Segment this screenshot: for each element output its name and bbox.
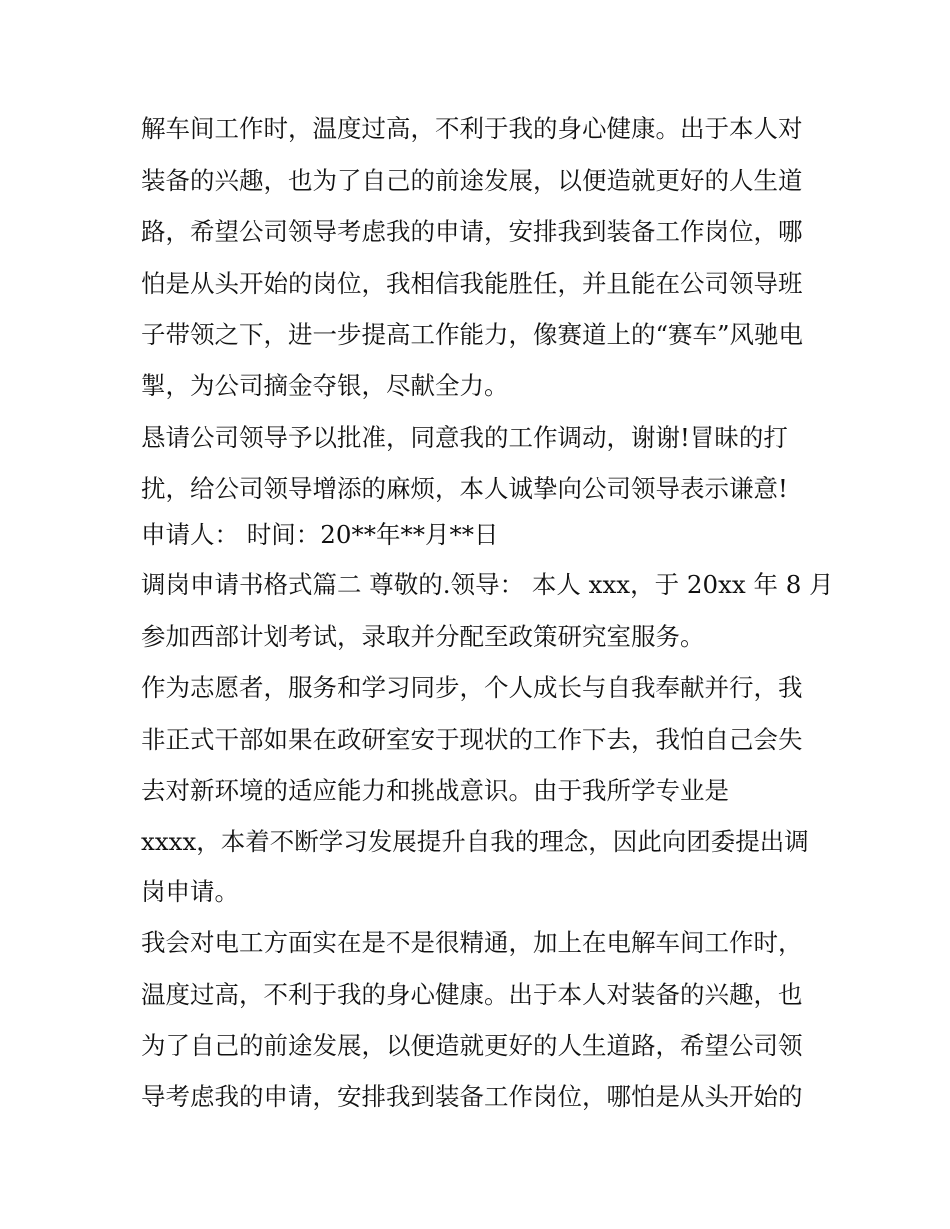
text-line: 解车间工作时，温度过高，不利于我的身心健康。出于本人对: [141, 114, 803, 143]
text-line: 温度过高，不利于我的身心健康。出于本人对装备的兴趣，也: [141, 980, 803, 1009]
text-line: 路，希望公司领导考虑我的申请，安排我到装备工作岗位，哪: [141, 217, 803, 246]
text-line: 掣，为公司摘金夺银，尽献全力。: [141, 371, 509, 400]
text-line: 岗申请。: [141, 877, 239, 906]
text-line: 去对新环境的适应能力和挑战意识。由于我所学专业是: [141, 776, 729, 805]
text-line: 导考虑我的申请，安排我到装备工作岗位，哪怕是从头开始的: [141, 1082, 803, 1111]
text-line: 参加西部计划考试，录取并分配至政策研究室服务。: [141, 622, 705, 651]
signature-date-line: 申请人： 时间：20**年**月**日: [141, 520, 499, 549]
text-line: 作为志愿者，服务和学习同步，个人成长与自我奉献并行，我: [141, 673, 803, 702]
text-line: 扰，给公司领导增添的麻烦，本人诚挚向公司领导表示谦意!: [141, 474, 788, 503]
text-line: 非正式干部如果在政研室安于现状的工作下去，我怕自己会失: [141, 725, 803, 754]
text-line: 恳请公司领导予以批准，同意我的工作调动，谢谢!冒昧的打: [141, 423, 788, 452]
text-line: 我会对电工方面实在是不是很精通，加上在电解车间工作时，: [141, 928, 803, 957]
text-line: 子带领之下，进一步提高工作能力，像赛道上的“赛车”风驰电: [141, 320, 804, 349]
text-line: 怕是从头开始的岗位，我相信我能胜任，并且能在公司领导班: [141, 269, 803, 298]
text-line: 为了自己的前途发展，以便造就更好的人生道路，希望公司领: [141, 1031, 803, 1060]
section-heading-line: 调岗申请书格式篇二 尊敬的.领导： 本人 xxx，于 20xx 年 8 月: [141, 570, 834, 599]
text-line: 装备的兴趣，也为了自己的前途发展，以便造就更好的人生道: [141, 166, 803, 195]
text-line: xxxx，本着不断学习发展提升自我的理念，因此向团委提出调: [141, 827, 809, 856]
